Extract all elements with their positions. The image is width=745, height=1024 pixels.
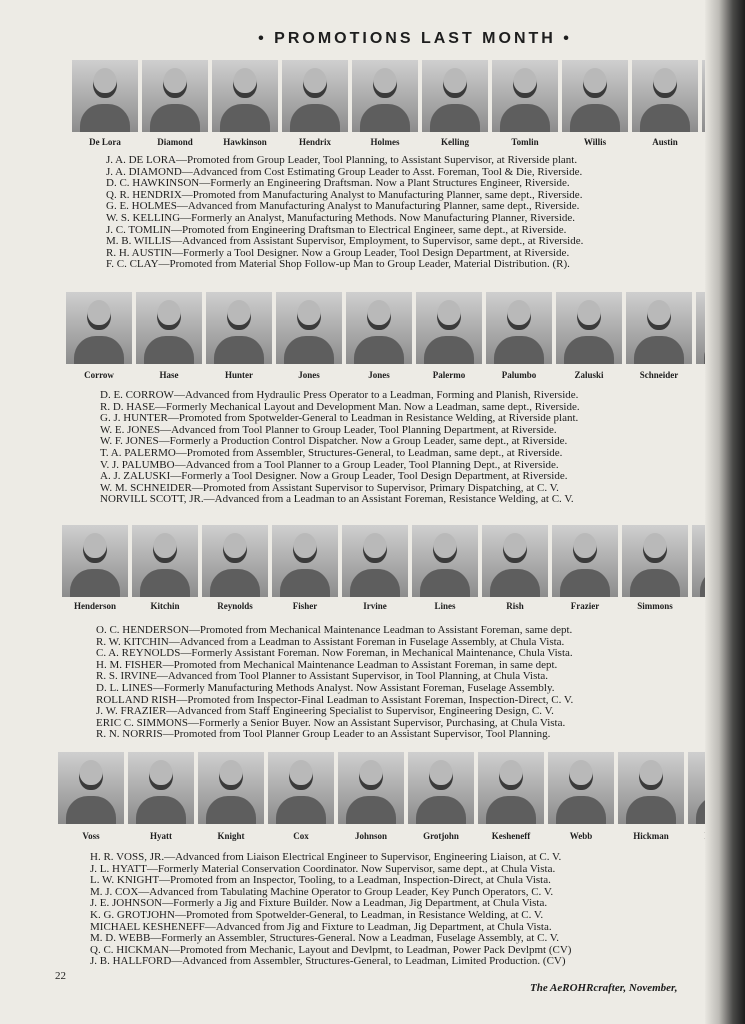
name-row: [62, 601, 745, 611]
portrait-photo: [58, 752, 124, 824]
portrait-caption: Palermo: [432, 370, 466, 380]
portrait-caption: Corrow: [84, 370, 114, 380]
portrait-photo: [632, 60, 698, 132]
portrait-photo: [202, 525, 268, 597]
portrait-photo: [422, 60, 488, 132]
promotion-entry: ERIC C. SIMMONS—Formerly a Senior Buyer. Now an Assistant Supervisor, Purchasing, at Chula Vista.: [96, 716, 566, 729]
promotion-entry: J. W. FRAZIER—Advanced from Staff Engineering Specialist to Supervisor, Engineering Design, C. V.: [96, 705, 554, 718]
entry-list: [106, 155, 583, 271]
portrait-photo: [132, 525, 198, 597]
portrait-photo: [562, 60, 628, 132]
portrait-photo: [556, 292, 622, 364]
portrait-photo: [268, 752, 334, 824]
promotion-entry: M. B. WILLIS—Advanced from Assistant Supervisor, Employment, to Supervisor, same dept., at Riverside.: [106, 235, 584, 248]
portrait-photo: [72, 60, 138, 132]
portrait-caption: Fisher: [292, 601, 318, 611]
promotion-entry: Q. R. HENDRIX—Promoted from Manufacturing Analyst to Manufacturing Planner, same dept., Riverside.: [106, 188, 583, 201]
portrait-photo: [276, 292, 342, 364]
promotion-entry: D. E. CORROW—Advanced from Hydraulic Press Operator to a Leadman, Forming and Planish, Riverside.: [100, 389, 579, 401]
portrait-photo: [412, 525, 478, 597]
promotion-entry: J. E. JOHNSON—Formerly a Jig and Fixture Builder. Now a Leadman, Jig Department, at Chula Vista.: [90, 897, 548, 910]
portrait-caption: Schneider: [639, 370, 679, 380]
promotion-entry: M. D. WEBB—Formerly an Assembler, Structures-General. Now a Leadman, Fuselage Assembly, at C. V.: [90, 932, 560, 945]
portrait-photo: [552, 525, 618, 597]
portrait-caption: Kitchin: [150, 601, 180, 611]
portrait-caption: Cox: [293, 831, 309, 841]
portrait-caption: Willis: [583, 137, 607, 147]
portrait-caption: Johnson: [354, 831, 388, 841]
portrait-caption: De Lora: [89, 137, 121, 147]
portrait-caption: Webb: [569, 831, 593, 841]
portrait-photo: [142, 60, 208, 132]
promotion-entry: W. E. JONES—Advanced from Tool Planner to Group Leader, Tool Planning Department, at Riverside.: [100, 423, 557, 436]
photo-row: [62, 525, 745, 597]
promotion-entry: H. R. VOSS, JR.—Advanced from Liaison Electrical Engineer to Supervisor, Engineering Liaison, at C. V.: [90, 851, 562, 863]
promotion-entry: K. G. GROTJOHN—Promoted from Spotwelder-General, to Leadman, in Resistance Welding, at C. V.: [90, 908, 544, 921]
promotion-entry: D. L. LINES—Formerly Manufacturing Methods Analyst. Now Assistant Foreman, Fuselage Assembly.: [96, 681, 555, 694]
portrait-photo: [338, 752, 404, 824]
portrait-photo: [198, 752, 264, 824]
portrait-photo: [482, 525, 548, 597]
promotion-entry: R. D. HASE—Formerly Mechanical Layout and Development Man. Now a Leadman, same dept., Riverside.: [100, 400, 580, 413]
portrait-caption: Tomlin: [511, 137, 539, 147]
portrait-photo: [622, 525, 688, 597]
promotion-entry: R. H. AUSTIN—Formerly a Tool Designer. Now a Group Leader, Tool Design Department, at Riverside.: [106, 246, 570, 259]
portrait-caption: Lines: [434, 601, 456, 611]
promotion-entry: MICHAEL KESHENEFF—Advanced from Jig and Fixture to Leadman, Jig Department, at Chula Vista.: [90, 920, 552, 933]
portrait-caption: Hase: [159, 370, 179, 380]
portrait-caption: Austin: [652, 137, 678, 147]
portrait-caption: Jones: [298, 370, 320, 380]
portrait-photo: [346, 292, 412, 364]
promotion-entry: NORVILL SCOTT, JR.—Advanced from a Leadman to an Assistant Foreman, Resistance Welding, at C. V.: [100, 493, 574, 506]
portrait-caption: Jones: [368, 370, 390, 380]
promotion-entry: J. A. DE LORA—Promoted from Group Leader, Tool Planning, to Assistant Supervisor, at Riverside plant.: [106, 154, 578, 166]
portrait-caption: Diamond: [157, 137, 193, 147]
portrait-photo: [282, 60, 348, 132]
photo-row: [66, 292, 745, 364]
promotion-entry: W. F. JONES—Formerly a Production Control Dispatcher. Now a Group Leader, same dept., at Riverside.: [100, 435, 568, 448]
page-title: • PROMOTIONS LAST MONTH •: [258, 30, 572, 47]
portrait-photo: [136, 292, 202, 364]
promotion-entry: M. J. COX—Advanced from Tabulating Machine Operator to Group Leader, Key Punch Operators, C. V.: [90, 885, 554, 898]
portrait-caption: Voss: [82, 831, 100, 841]
photo-row: [58, 752, 745, 824]
portrait-caption: Grotjohn: [423, 831, 459, 841]
promotion-entry: D. C. HAWKINSON—Formerly an Engineering Draftsman. Now a Plant Structures Engineer, Riverside.: [106, 177, 570, 190]
portrait-caption: Kesheneff: [491, 831, 531, 841]
portrait-photo: [626, 292, 692, 364]
promotion-entry: J. B. HALLFORD—Advanced from Assembler, Structures-General, to Leadman, Limited Production. (CV): [90, 955, 566, 968]
portrait-photo: [492, 60, 558, 132]
promotion-entry: G. E. HOLMES—Advanced from Manufacturing Analyst to Manufacturing Planner, same dept., Riverside.: [106, 200, 580, 213]
portrait-photo: [352, 60, 418, 132]
portrait-photo: [618, 752, 684, 824]
portrait-photo: [342, 525, 408, 597]
portrait-caption: Hickman: [633, 831, 669, 841]
promotion-entry: W. S. KELLING—Formerly an Analyst, Manufacturing Methods. Now Manufacturing Planner, Riverside.: [106, 211, 576, 224]
portrait-caption: Kelling: [440, 137, 469, 147]
promotion-entry: ROLLAND RISH—Promoted from Inspector-Final Leadman to Assistant Foreman, Inspection-Direct, C. V.: [96, 693, 574, 706]
portrait-caption: Knight: [217, 831, 245, 841]
entry-list: [96, 625, 573, 741]
promotion-entry: O. C. HENDERSON—Promoted from Mechanical Maintenance Leadman to Assistant Foreman, same dept.: [96, 624, 573, 636]
promotion-entry: A. J. ZALUSKI—Formerly a Tool Designer. Now a Group Leader, Tool Design Department, at Riverside.: [100, 470, 568, 483]
portrait-photo: [62, 525, 128, 597]
portrait-caption: Zaluski: [574, 370, 604, 380]
portrait-caption: Reynolds: [217, 601, 253, 611]
portrait-caption: Hawkinson: [223, 137, 267, 147]
portrait-caption: Hendrix: [298, 137, 331, 147]
portrait-caption: Irvine: [363, 601, 387, 611]
promotion-entry: H. M. FISHER—Promoted from Mechanical Maintenance Leadman to Assistant Foreman, in same dept.: [96, 658, 558, 671]
promotion-entry: W. M. SCHNEIDER—Promoted from Assistant Supervisor to Supervisor, Primary Dispatching, at C. V.: [100, 481, 559, 494]
promotion-entry: J. C. TOMLIN—Promoted from Engineering Draftsman to Electrical Engineer, same dept., at Riverside.: [106, 223, 567, 236]
portrait-photo: [478, 752, 544, 824]
portrait-caption: Frazier: [570, 601, 600, 611]
portrait-caption: Hyatt: [150, 831, 172, 841]
portrait-caption: Simmons: [637, 601, 673, 611]
name-row: [58, 831, 745, 841]
promotion-entry: J. L. HYATT—Formerly Material Conservation Coordinator. Now Supervisor, same dept., at Chula Vista.: [90, 862, 556, 875]
promotion-entry: G. J. HUNTER—Promoted from Spotwelder-General to Leadman in Resistance Welding, at Riverside plant.: [100, 412, 579, 425]
promotion-entry: R. N. NORRIS—Promoted from Tool Planner Group Leader to an Assistant Supervisor, Tool Planning.: [96, 728, 551, 741]
portrait-caption: Hunter: [225, 370, 253, 380]
promotion-entry: R. W. KITCHIN—Advanced from a Leadman to Assistant Foreman in Fuselage Assembly, at Chula Vista.: [96, 635, 565, 648]
photo-row: [72, 60, 745, 132]
portrait-photo: [128, 752, 194, 824]
portrait-photo: [548, 752, 614, 824]
name-row: [72, 137, 745, 147]
portrait-photo: [66, 292, 132, 364]
promotion-entry: L. W. KNIGHT—Promoted from an Inspector, Tooling, to a Leadman, Inspection-Direct, at Chula Vista.: [90, 874, 551, 887]
portrait-photo: [206, 292, 272, 364]
portrait-photo: [272, 525, 338, 597]
promotion-entry: T. A. PALERMO—Promoted from Assembler, Structures-General, to Leadman, same dept., at Riverside.: [100, 446, 563, 459]
publication-footer: The AeROHRcrafter, November,: [530, 982, 678, 994]
portrait-photo: [212, 60, 278, 132]
portrait-photo: [416, 292, 482, 364]
book-spine-shadow: [705, 0, 745, 1024]
promotion-entry: F. C. CLAY—Promoted from Material Shop Follow-up Man to Group Leader, Material Distribution. (R).: [106, 258, 570, 271]
portrait-caption: Holmes: [370, 137, 400, 147]
page-number: 22: [55, 970, 66, 982]
entry-list: [90, 852, 571, 968]
promotion-entry: C. A. REYNOLDS—Formerly Assistant Foreman. Now Foreman, in Mechanical Maintenance, Chula Vista.: [96, 647, 573, 660]
entry-list: [100, 390, 580, 506]
portrait-caption: Henderson: [73, 601, 116, 611]
promotion-entry: J. A. DIAMOND—Advanced from Cost Estimating Group Leader to Asst. Foreman, Tool & Die, Riverside.: [106, 165, 583, 178]
name-row: [66, 370, 745, 380]
portrait-photo: [408, 752, 474, 824]
promotion-entry: V. J. PALUMBO—Advanced from a Tool Planner to a Group Leader, Tool Planning Dept., at Riverside.: [100, 458, 559, 471]
portrait-caption: Rish: [506, 601, 524, 611]
promotion-entry: Q. C. HICKMAN—Promoted from Mechanic, Layout and Devlpmt, to Leadman, Power Pack Devlpmt (CV): [90, 943, 572, 956]
portrait-photo: [486, 292, 552, 364]
promotion-entry: R. S. IRVINE—Advanced from Tool Planner to Assistant Supervisor, in Tool Planning, at Chula Vista.: [96, 670, 549, 683]
portrait-caption: Palumbo: [501, 370, 537, 380]
